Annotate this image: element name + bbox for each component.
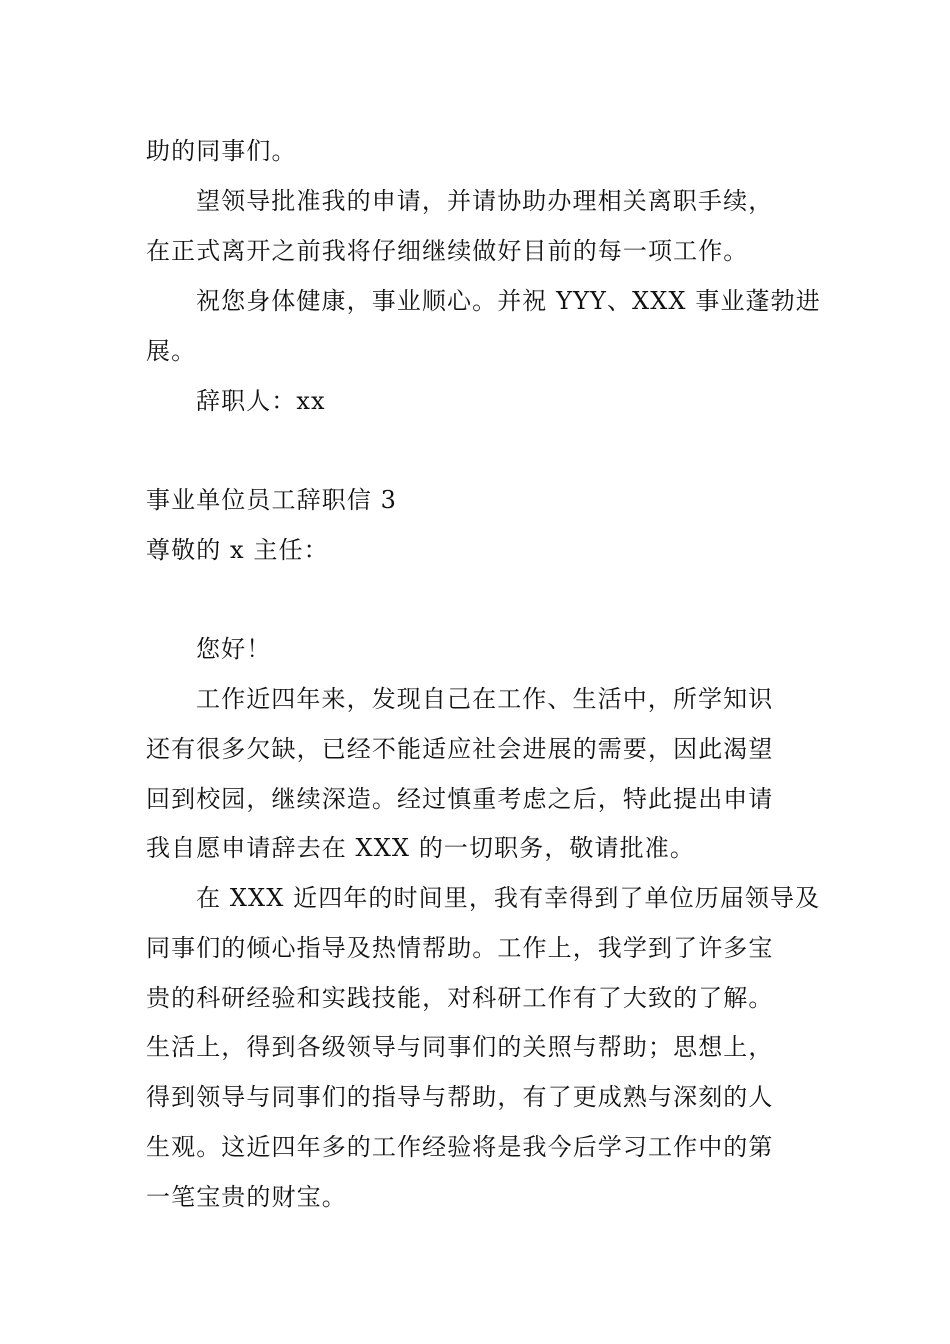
paragraph-line: 在 XXX 近四年的时间里，我有幸得到了单位历届领导及: [196, 884, 821, 912]
paragraph-line: 我自愿申请辞去在 XXX 的一切职务，敬请批准。: [146, 834, 695, 862]
paragraph-line: 回到校园，继续深造。经过慎重考虑之后，特此提出申请: [146, 785, 774, 813]
paragraph-line: 工作近四年来，发现自己在工作、生活中，所学知识: [196, 685, 774, 713]
paragraph-line: 望领导批准我的申请，并请协助办理相关离职手续，: [196, 187, 774, 215]
paragraph-line: 生活上，得到各级领导与同事们的关照与帮助；思想上，: [146, 1033, 774, 1061]
signature-line: 辞职人：xx: [196, 387, 326, 415]
greeting: 您好！: [196, 635, 272, 663]
paragraph-line: 在正式离开之前我将仔细继续做好目前的每一项工作。: [146, 237, 749, 265]
paragraph-line: 生观。这近四年多的工作经验将是我今后学习工作中的第: [146, 1133, 774, 1161]
paragraph-line: 助的同事们。: [146, 137, 297, 165]
paragraph-line: 展。: [146, 337, 197, 365]
paragraph-line: 一笔宝贵的财宝。: [146, 1183, 347, 1211]
paragraph-line: 祝您身体健康，事业顺心。并祝 YYY、XXX 事业蓬勃进: [196, 287, 821, 315]
paragraph-line: 同事们的倾心指导及热情帮助。工作上，我学到了许多宝: [146, 934, 774, 962]
section-title: 事业单位员工辞职信 3: [146, 486, 397, 514]
salutation: 尊敬的 x 主任：: [146, 536, 329, 564]
paragraph-line: 贵的科研经验和实践技能，对科研工作有了大致的了解。: [146, 984, 774, 1012]
paragraph-line: 还有很多欠缺，已经不能适应社会进展的需要，因此渴望: [146, 735, 774, 763]
paragraph-line: 得到领导与同事们的指导与帮助，有了更成熟与深刻的人: [146, 1083, 774, 1111]
